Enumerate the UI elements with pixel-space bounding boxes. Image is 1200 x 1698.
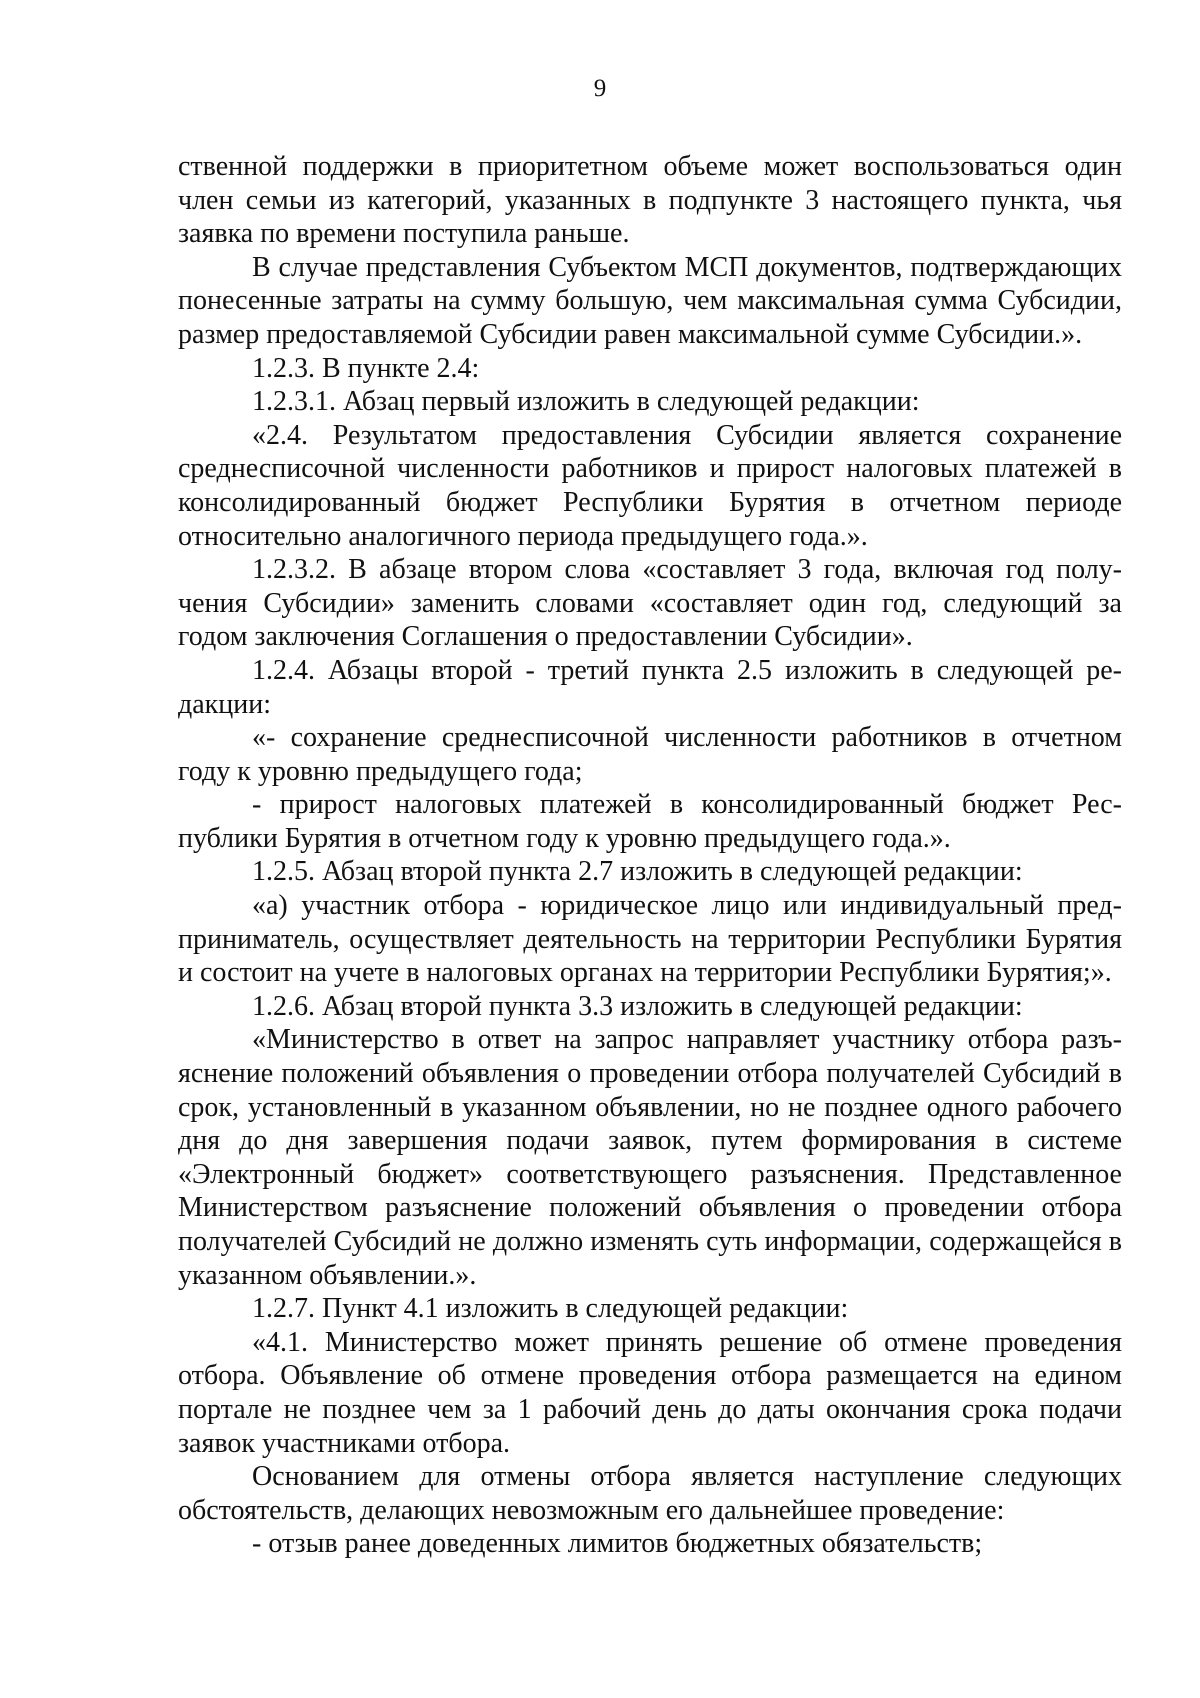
page-number: 9 <box>593 75 607 102</box>
paragraph: 1.2.3.1. Абзац первый изложить в следующей редакции: <box>252 386 920 418</box>
paragraph: «2.4. Результатом предоставления Субсидии является сохранение среднесписочной численности работников и прирост налоговых платежей в консолидированный бюджет Республики Бурятия в отчетном периоде относительно аналогичного периода предыдущего года.». <box>178 419 1122 552</box>
paragraph: - отзыв ранее доведенных лимитов бюджетных обязательств; <box>252 1528 983 1560</box>
paragraph: 1.2.4. Абзацы второй - третий пункта 2.5 изложить в следующей редакции: <box>178 654 1122 720</box>
paragraph: 1.2.5. Абзац второй пункта 2.7 изложить в следующей редакции: <box>252 856 1023 888</box>
paragraph: 1.2.3.2. В абзаце втором слова «составляет 3 года, включая год получения Субсидии» заменить словами «составляет один год, следующий за годом заключения Соглашения о предоставлении Субсидии». <box>178 554 1122 653</box>
paragraph: ственной поддержки в приоритетном объеме может воспользоваться один член семьи из категорий, указанных в подпункте 3 настоящего пункта, чья заявка по времени поступила раньше. <box>178 151 1122 250</box>
paragraph: 1.2.6. Абзац второй пункта 3.3 изложить в следующей редакции: <box>252 990 1023 1022</box>
paragraph: 1.2.7. Пункт 4.1 изложить в следующей редакции: <box>252 1293 849 1325</box>
paragraph: 1.2.3. В пункте 2.4: <box>252 352 480 384</box>
document-body <box>178 150 1122 1561</box>
paragraph: «4.1. Министерство может принять решение об отмене проведения отбора. Объявление об отмене проведения отбора размещается на едином портале не позднее чем за 1 рабочий день до даты окончания срока подачи заявок участниками отбора. <box>178 1326 1122 1459</box>
paragraph: «Министерство в ответ на запрос направляет участнику отбора разъяснение положений объявления о проведении отбора получателей Субсидий в срок, установленный в указанном объявлении, но не позднее одного рабочего дня до дня завершения подачи заявок, путем формирования в системе «Электронный бюджет» соответствующего разъяснения. Представленное Министерством разъяснение положений объявления о проведении отбора получателей Субсидий не должно изменять суть информации, содержащейся в указанном объявлении.». <box>178 1024 1122 1291</box>
paragraph: - прирост налоговых платежей в консолидированный бюджет Республики Бурятия в отчетном году к уровню предыдущего года.». <box>178 789 1122 854</box>
paragraph: «а) участник отбора - юридическое лицо или индивидуальный предприниматель, осуществляет деятельность на территории Республики Бурятия и состоит на учете в налоговых органах на территории Республики Бурятия;». <box>178 890 1122 989</box>
paragraph: Основанием для отмены отбора является наступление следующих обстоятельств, делающих невозможным его дальнейшее проведение: <box>178 1461 1122 1526</box>
paragraph: В случае представления Субъектом МСП документов, подтверждающих понесенные затраты на сумму большую, чем максимальная сумма Субсидии, размер предоставляемой Субсидии равен максимальной сумме Субсидии.». <box>178 251 1122 350</box>
paragraph: «- сохранение среднесписочной численности работников в отчетном году к уровню предыдущего года; <box>178 722 1122 787</box>
